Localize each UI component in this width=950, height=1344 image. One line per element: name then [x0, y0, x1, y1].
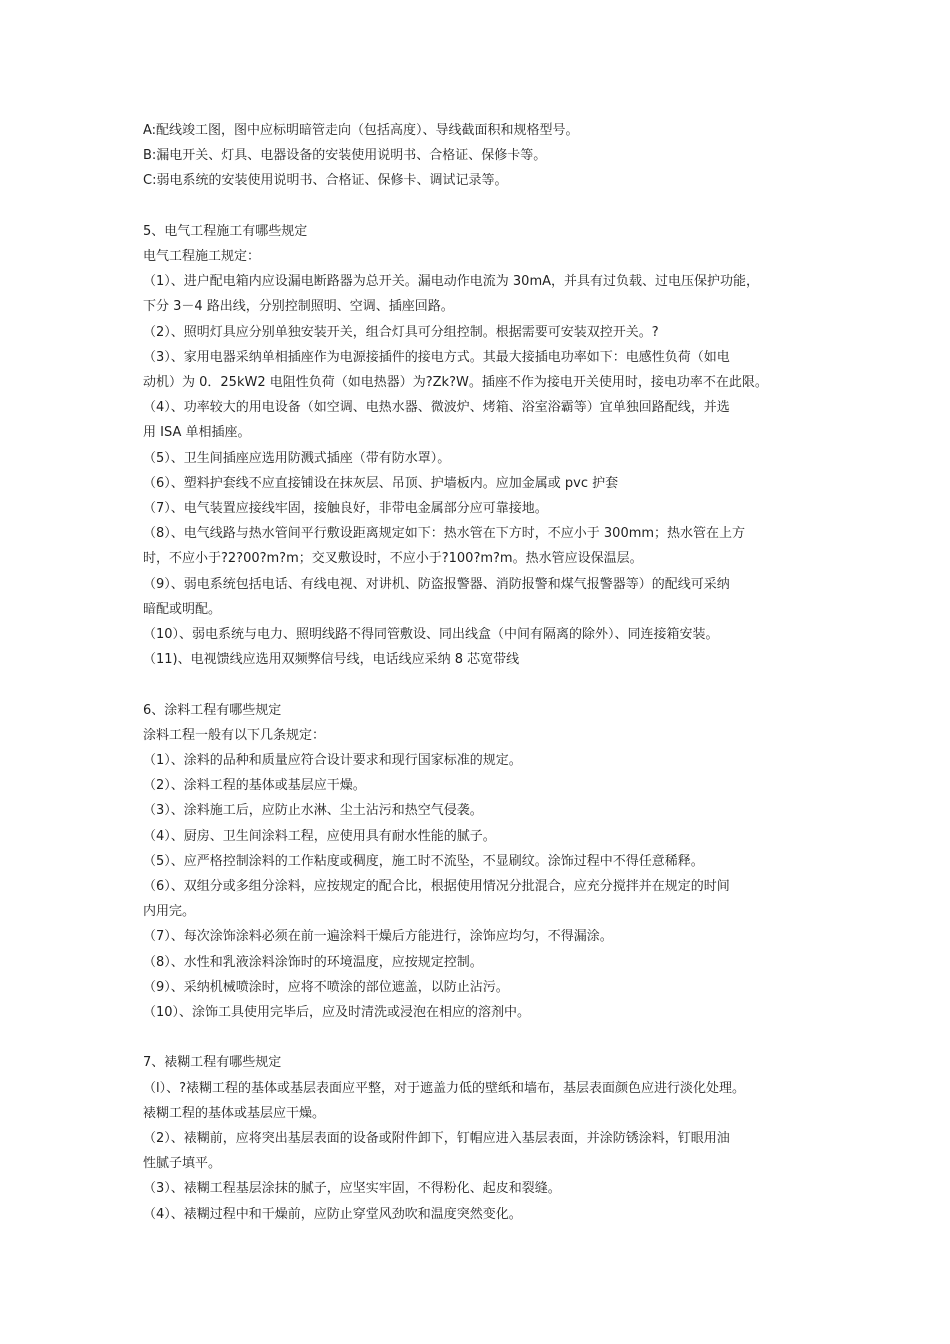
paragraph-line: （8）、电气线路与热水管间平行敷设距离规定如下：热水管在下方时，不应小于 300mm；热水管在上方 — [143, 526, 746, 542]
paragraph-line: （4）、厨房、卫生间涂料工程，应使用具有耐水性能的腻子。 — [143, 828, 496, 844]
paragraph-line: 暗配或明配。 — [143, 601, 222, 617]
section-title: 7、裱糊工程有哪些规定 — [143, 1055, 282, 1071]
paragraph-line: （1）、进户配电箱内应设漏电断路器为总开关。漏电动作电流为 30mA，并具有过负载、过电压保护功能， — [143, 274, 760, 290]
paragraph-line: （10）、涂饰工具使用完毕后，应及时清洗或浸泡在相应的溶剂中。 — [143, 1005, 531, 1021]
paragraph-line: （11)、电视馈线应选用双频弊信号线，电话线应采纳 8 芯宽带线 — [143, 652, 520, 668]
paragraph-line: （3）、家用电器采纳单相插座作为电源接插件的接电方式。其最大接插电功率如下：电感性负荷（如电 — [143, 349, 730, 365]
paragraph-line: （1）、涂料的品种和质量应符合设计要求和现行国家标准的规定。 — [143, 753, 522, 769]
spacer — [143, 1025, 823, 1050]
paragraph-line: （5）、卫生间插座应选用防溅式插座（带有防水罩）。 — [143, 450, 451, 466]
paragraph-line: （2）、照明灯具应分别单独安装开关，组合灯具可分组控制。根据需要可安装双控开关。? — [143, 324, 659, 340]
paragraph-line: （3）、裱糊工程基层涂抹的腻子，应坚实牢固，不得粉化、起皮和裂缝。 — [143, 1181, 561, 1197]
paragraph-line: （2）、涂料工程的基体或基层应干燥。 — [143, 778, 366, 794]
intro-block — [143, 118, 823, 194]
paragraph-line: （8）、水性和乳液涂料涂饰时的环境温度，应按规定控制。 — [143, 954, 483, 970]
section-subtitle: 涂料工程一般有以下几条规定： — [143, 727, 326, 743]
paragraph-line: （7）、每次涂饰涂料必须在前一遍涂料干燥后方能进行，涂饰应均匀，不得漏涂。 — [143, 929, 613, 945]
paragraph-line: （5）、应严格控制涂料的工作粘度或稠度，施工时不流坠，不显刷纹。涂饰过程中不得任意稀释。 — [143, 853, 704, 869]
section-title: 6、涂料工程有哪些规定 — [143, 702, 282, 718]
section-7 — [143, 1050, 823, 1226]
paragraph-line: 内用完。 — [143, 904, 196, 920]
section-title: 5、电气工程施工有哪些规定 — [143, 223, 308, 239]
paragraph-line: 时，不应小于?2?00?m?m；交叉敷设时，不应小于?100?m?m。热水管应设保温层。 — [143, 551, 643, 567]
document-page — [143, 118, 823, 1227]
paragraph-line: 用 ISA 单相插座。 — [143, 425, 251, 441]
paragraph-line: 下分 3－4 路出线，分别控制照明、空调、插座回路。 — [143, 299, 454, 315]
section-6 — [143, 698, 823, 1026]
spacer — [143, 672, 823, 697]
paragraph-line: （4）、裱糊过程中和干燥前，应防止穿堂风劲吹和温度突然变化。 — [143, 1206, 522, 1222]
paragraph-line: （6）、双组分或多组分涂料，应按规定的配合比，根据使用情况分批混合，应充分搅拌并在规定的时间 — [143, 879, 730, 895]
intro-line: B:漏电开关、灯具、电器设备的安装使用说明书、合格证、保修卡等。 — [143, 148, 547, 164]
paragraph-line: 性腻子填平。 — [143, 1156, 222, 1172]
paragraph-line: （l）、?裱糊工程的基体或基层表面应平整，对于遮盖力低的壁纸和墙布，基层表面颜色应进行淡化处理。 — [143, 1080, 746, 1096]
paragraph-line: （3）、涂料施工后，应防止水淋、尘土沾污和热空气侵袭。 — [143, 803, 483, 819]
paragraph-line: （6）、塑料护套线不应直接铺设在抹灰层、吊顶、护墙板内。应加金属或 pvc 护套 — [143, 475, 619, 491]
paragraph-line: （9）、采纳机械喷涂时，应将不喷涂的部位遮盖，以防止沾污。 — [143, 979, 509, 995]
paragraph-line: （9）、弱电系统包括电话、有线电视、对讲机、防盗报警器、消防报警和煤气报警器等）的配线可采纳 — [143, 576, 730, 592]
spacer — [143, 194, 823, 219]
paragraph-line: （2）、裱糊前，应将突出基层表面的设备或附件卸下，钉帽应进入基层表面，并涂防锈涂料，钉眼用油 — [143, 1131, 730, 1147]
paragraph-line: 动机）为 0．25kW2 电阻性负荷（如电热器）为?Zk?W。插座不作为接电开关使用时，接电功率不在此限。 — [143, 375, 768, 391]
intro-line: C:弱电系统的安装使用说明书、合格证、保修卡、调试记录等。 — [143, 173, 508, 189]
intro-line: A:配线竣工图，图中应标明暗管走向（包括高度）、导线截面积和规格型号。 — [143, 123, 579, 138]
section-subtitle: 电气工程施工规定： — [143, 249, 261, 264]
section-5 — [143, 219, 823, 673]
paragraph-line: （4）、功率较大的用电设备（如空调、电热水器、微波炉、烤箱、浴室浴霸等）宜单独回路配线，并选 — [143, 400, 730, 416]
paragraph-line: （10）、弱电系统与电力、照明线路不得同管敷设、同出线盒（中间有隔离的除外）、同连接箱安装。 — [143, 627, 719, 643]
paragraph-line: （7）、电气装置应接线牢固，接触良好，非带电金属部分应可靠接地。 — [143, 501, 548, 517]
paragraph-line: 裱糊工程的基体或基层应干燥。 — [143, 1105, 326, 1121]
